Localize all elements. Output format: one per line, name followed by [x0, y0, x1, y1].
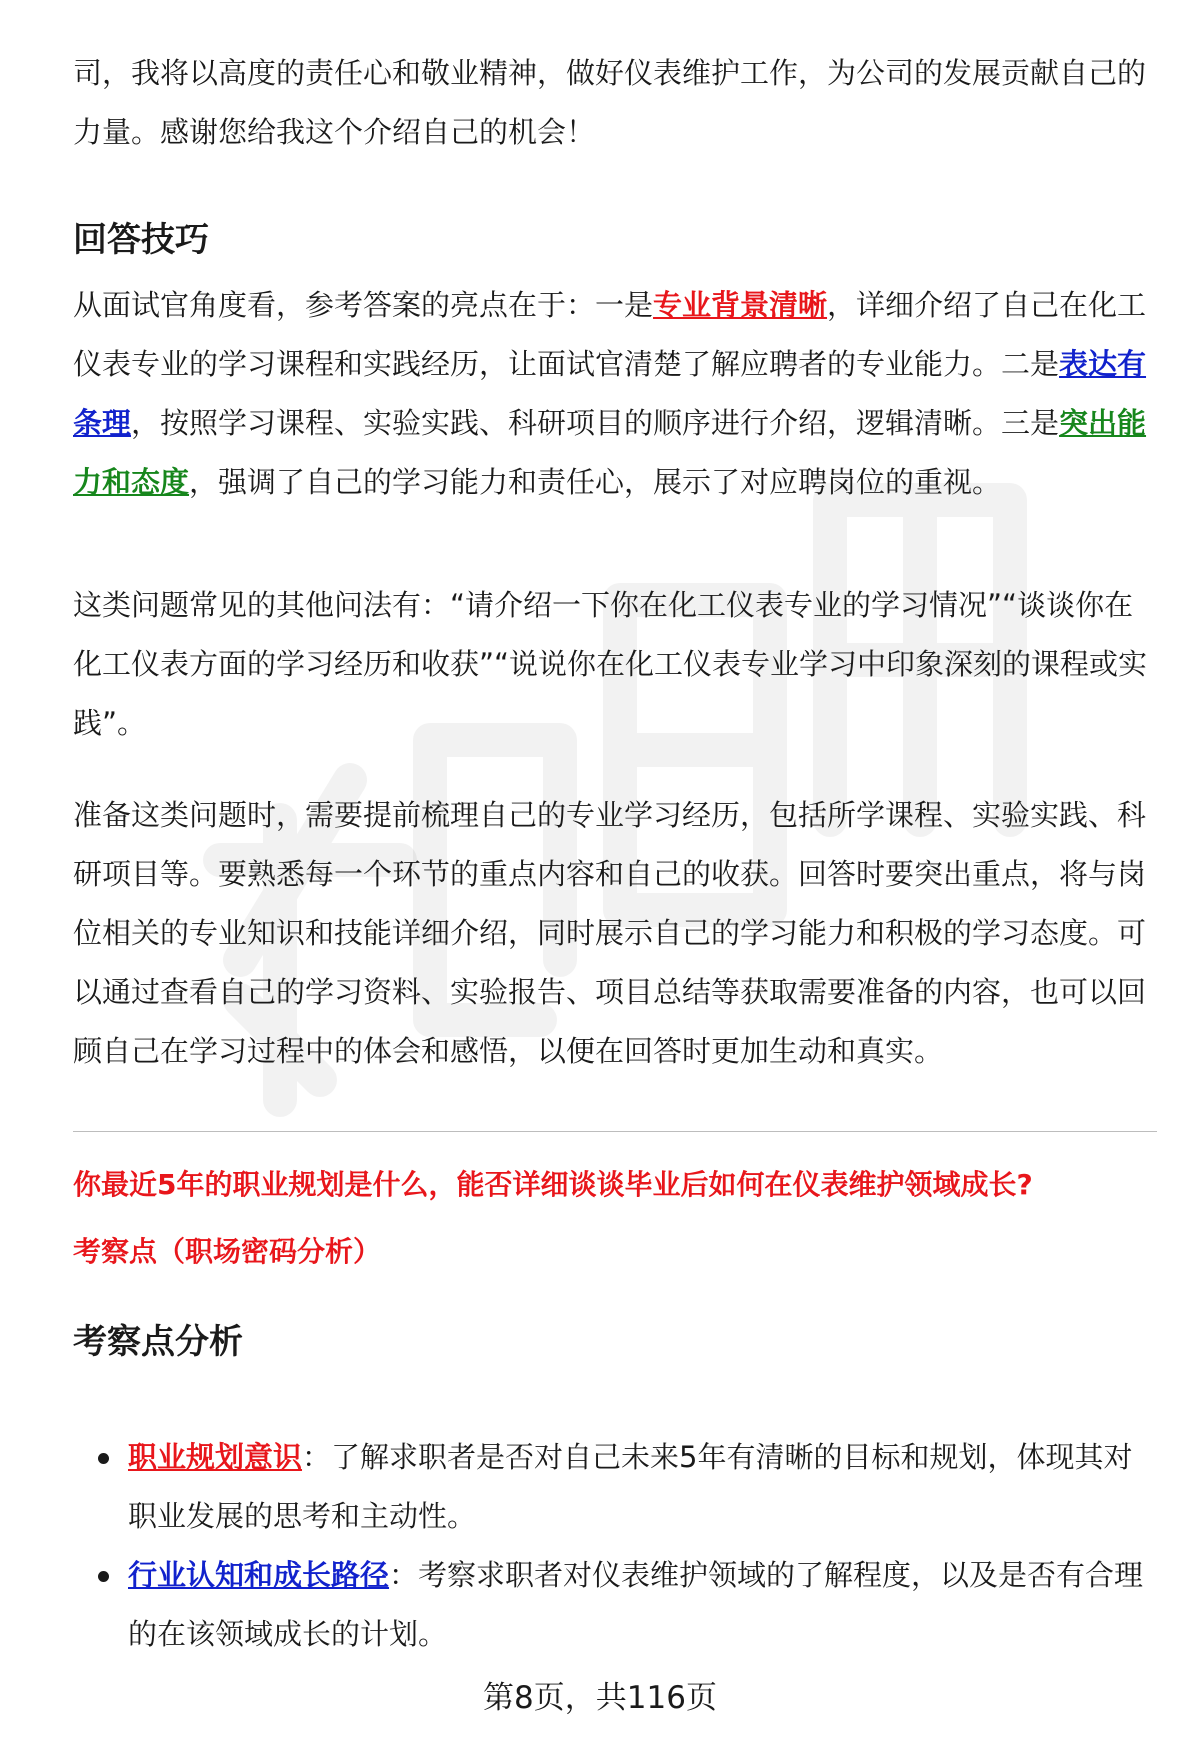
question-subtitle: 考察点（职场密码分析） — [73, 1235, 382, 1268]
highlight-organized-expression: 表达有条理 — [73, 347, 1147, 440]
tips-paragraph-1 — [73, 276, 1153, 512]
list-item — [73, 1428, 1153, 1546]
analysis-item-text: ：考察求职者对仪表维护领域的了解程度，以及是否有合理的在该领域成长的计划。 — [128, 1558, 1144, 1651]
intro-tail-paragraph: 司，我将以高度的责任心和敬业精神，做好仪表维护工作，为公司的发展贡献自己的力量。感谢您给我这个介绍自己的机会！ — [73, 56, 1147, 149]
bullet-icon — [98, 1571, 109, 1582]
tips-p1-text-1: 从面试官角度看，参考答案的亮点在于：一是 — [73, 288, 654, 322]
question-title: 你最近5年的职业规划是什么，能否详细谈谈毕业后如何在仪表维护领域成长? — [73, 1168, 1033, 1201]
analysis-item-label: 行业认知和成长路径 — [128, 1558, 390, 1592]
section-divider — [73, 1131, 1157, 1132]
highlight-ability-attitude: 突出能力和态度 — [73, 406, 1147, 499]
highlight-professional-background: 专业背景清晰 — [653, 288, 828, 322]
list-item — [73, 1546, 1153, 1664]
bullet-icon — [98, 1453, 109, 1464]
tips-p1-text-3: ，按照学习课程、实验实践、科研项目的顺序进行介绍，逻辑清晰。三是 — [131, 406, 1060, 440]
tips-heading: 回答技巧 — [73, 220, 209, 260]
page-number: 第8页，共116页 — [483, 1680, 717, 1716]
tips-paragraph-2: 这类问题常见的其他问法有：“请介绍一下你在化工仪表专业的学习情况”“谈谈你在化工仪表方面的学习经历和收获”“说说你在化工仪表专业学习中印象深刻的课程或实践”。 — [73, 588, 1148, 740]
analysis-item-label: 职业规划意识 — [128, 1440, 303, 1474]
tips-p1-text-2: ，详细介绍了自己在化工仪表专业的学习课程和实践经历，让面试官清楚了解应聘者的专业能力。二是 — [73, 288, 1147, 381]
tips-p1-text-4: ，强调了自己的学习能力和责任心，展示了对应聘岗位的重视。 — [189, 465, 1002, 499]
analysis-heading: 考察点分析 — [73, 1322, 243, 1362]
tips-paragraph-3: 准备这类问题时，需要提前梳理自己的专业学习经历，包括所学课程、实验实践、科研项目等。要熟悉每一个环节的重点内容和自己的收获。回答时要突出重点，将与岗位相关的专业知识和技能详细介绍，同时展示自己的学习能力和积极的学习态度。可以通过查看自己的学习资料、实验报告、项目总结等获取需要准备的内容，也可以回顾自己在学习过程中的体会和感悟，以便在回答时更加生动和真实。 — [73, 798, 1147, 1068]
analysis-item-text: ：了解求职者是否对自己未来5年有清晰的目标和规划，体现其对职业发展的思考和主动性。 — [128, 1440, 1133, 1533]
analysis-list — [73, 1428, 1153, 1664]
